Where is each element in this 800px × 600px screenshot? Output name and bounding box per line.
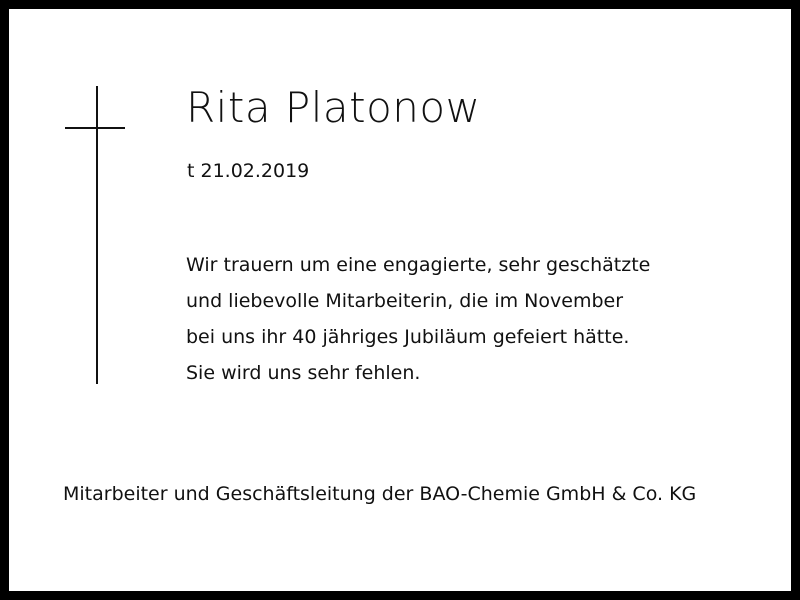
cross-vertical-bar (96, 86, 98, 384)
message-line: bei uns ihr 40 jähriges Jubiläum gefeiert hätte. (186, 326, 630, 348)
message-line: Sie wird uns sehr fehlen. (186, 362, 421, 384)
signature-line: Mitarbeiter und Geschäftsleitung der BAO-Chemie GmbH & Co. KG (63, 483, 697, 505)
message-line: Wir trauern um eine engagierte, sehr geschätzte (186, 254, 651, 276)
message-line: und liebevolle Mitarbeiterin, die im November (186, 290, 624, 312)
condolence-message (186, 247, 650, 391)
death-date: t 21.02.2019 (187, 160, 310, 182)
cross-horizontal-bar (65, 127, 125, 129)
deceased-name: Rita Platonow (186, 83, 481, 132)
